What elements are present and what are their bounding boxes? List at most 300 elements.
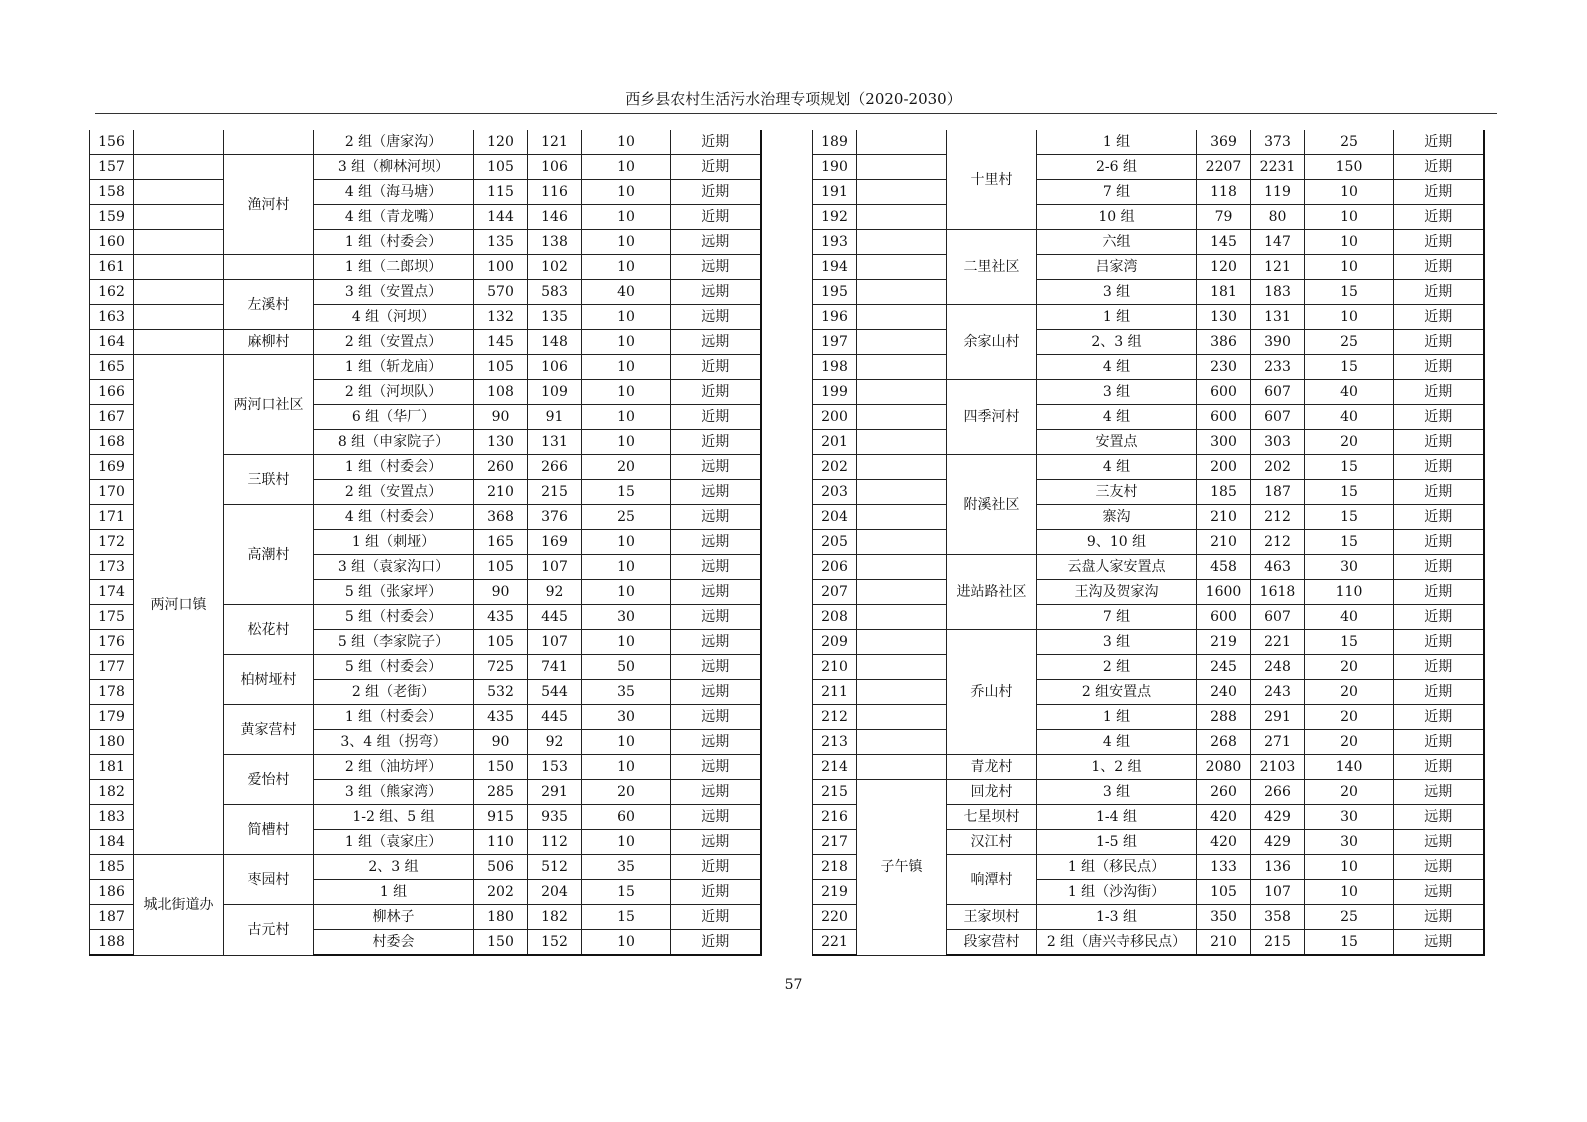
township-cell [857, 180, 947, 205]
capacity-cell: 140 [1305, 755, 1394, 780]
capacity-cell: 10 [582, 530, 671, 555]
table-row [90, 305, 761, 330]
right-data-table [812, 130, 1485, 956]
capacity-cell: 25 [1305, 330, 1394, 355]
table-row [813, 230, 1484, 255]
row-number-cell: 168 [90, 430, 134, 455]
group-location-cell: 安置点 [1037, 430, 1197, 455]
value-a-cell: 105 [474, 155, 528, 180]
table-row [813, 380, 1484, 405]
value-a-cell: 1600 [1197, 580, 1251, 605]
capacity-cell: 20 [582, 455, 671, 480]
capacity-cell: 10 [582, 205, 671, 230]
value-a-cell: 260 [1197, 780, 1251, 805]
value-a-cell: 260 [474, 455, 528, 480]
row-number-cell: 181 [90, 755, 134, 780]
capacity-cell: 20 [1305, 655, 1394, 680]
row-number-cell: 166 [90, 380, 134, 405]
township-cell [857, 255, 947, 280]
row-number-cell: 164 [90, 330, 134, 355]
group-location-cell: 7 组 [1037, 605, 1197, 630]
phase-cell: 近期 [1394, 630, 1484, 655]
phase-cell: 远期 [671, 605, 761, 630]
group-location-cell: 2 组安置点 [1037, 680, 1197, 705]
row-number-cell: 211 [813, 680, 857, 705]
value-b-cell: 390 [1251, 330, 1305, 355]
village-cell: 汉江村 [947, 830, 1037, 855]
village-cell: 段家营村 [947, 930, 1037, 956]
group-location-cell: 5 组（村委会） [314, 605, 474, 630]
group-location-cell: 2、3 组 [1037, 330, 1197, 355]
row-number-cell: 185 [90, 855, 134, 880]
capacity-cell: 10 [582, 255, 671, 280]
capacity-cell: 10 [582, 305, 671, 330]
value-b-cell: 607 [1251, 605, 1305, 630]
value-b-cell: 116 [528, 180, 582, 205]
value-a-cell: 2207 [1197, 155, 1251, 180]
table-row [813, 205, 1484, 230]
township-cell [857, 205, 947, 230]
capacity-cell: 10 [1305, 855, 1394, 880]
township-cell [134, 180, 224, 205]
table-row [90, 855, 761, 880]
group-location-cell: 3 组（熊家湾） [314, 780, 474, 805]
capacity-cell: 50 [582, 655, 671, 680]
value-b-cell: 106 [528, 155, 582, 180]
township-cell: 子午镇 [857, 780, 947, 956]
row-number-cell: 184 [90, 830, 134, 855]
group-location-cell: 5 组（李家院子） [314, 630, 474, 655]
group-location-cell: 2 组（河坝队） [314, 380, 474, 405]
row-number-cell: 174 [90, 580, 134, 605]
row-number-cell: 172 [90, 530, 134, 555]
township-cell [857, 705, 947, 730]
value-a-cell: 245 [1197, 655, 1251, 680]
table-row [813, 605, 1484, 630]
group-location-cell: 1 组 [314, 880, 474, 905]
value-a-cell: 120 [474, 130, 528, 155]
value-a-cell: 150 [474, 755, 528, 780]
row-number-cell: 209 [813, 630, 857, 655]
village-cell: 王家坝村 [947, 905, 1037, 930]
capacity-cell: 10 [582, 155, 671, 180]
capacity-cell: 20 [1305, 705, 1394, 730]
village-cell [224, 130, 314, 155]
phase-cell: 近期 [1394, 155, 1484, 180]
row-number-cell: 201 [813, 430, 857, 455]
table-row [90, 355, 761, 380]
group-location-cell: 柳林子 [314, 905, 474, 930]
value-a-cell: 369 [1197, 130, 1251, 155]
capacity-cell: 10 [582, 755, 671, 780]
value-b-cell: 131 [1251, 305, 1305, 330]
phase-cell: 远期 [671, 655, 761, 680]
value-b-cell: 107 [528, 555, 582, 580]
row-number-cell: 196 [813, 305, 857, 330]
row-number-cell: 208 [813, 605, 857, 630]
group-location-cell: 1、2 组 [1037, 755, 1197, 780]
table-row [90, 180, 761, 205]
value-b-cell: 358 [1251, 905, 1305, 930]
township-cell: 两河口镇 [134, 355, 224, 855]
group-location-cell: 1 组（村委会） [314, 705, 474, 730]
value-a-cell: 135 [474, 230, 528, 255]
capacity-cell: 110 [1305, 580, 1394, 605]
group-location-cell: 六组 [1037, 230, 1197, 255]
group-location-cell: 3 组（安置点） [314, 280, 474, 305]
phase-cell: 近期 [1394, 330, 1484, 355]
group-location-cell: 1-3 组 [1037, 905, 1197, 930]
value-a-cell: 532 [474, 680, 528, 705]
value-a-cell: 108 [474, 380, 528, 405]
village-cell: 古元村 [224, 905, 314, 956]
village-cell: 四季河村 [947, 380, 1037, 455]
capacity-cell: 150 [1305, 155, 1394, 180]
capacity-cell: 10 [582, 130, 671, 155]
group-location-cell: 4 组 [1037, 730, 1197, 755]
row-number-cell: 221 [813, 930, 857, 956]
value-a-cell: 180 [474, 905, 528, 930]
value-b-cell: 243 [1251, 680, 1305, 705]
village-cell: 麻柳村 [224, 330, 314, 355]
township-cell [857, 330, 947, 355]
value-b-cell: 233 [1251, 355, 1305, 380]
value-b-cell: 152 [528, 930, 582, 956]
value-b-cell: 2103 [1251, 755, 1305, 780]
phase-cell: 近期 [1394, 380, 1484, 405]
village-cell: 简槽村 [224, 805, 314, 855]
township-cell [857, 680, 947, 705]
village-cell: 余家山村 [947, 305, 1037, 380]
phase-cell: 近期 [1394, 530, 1484, 555]
capacity-cell: 25 [1305, 905, 1394, 930]
value-a-cell: 210 [1197, 505, 1251, 530]
value-a-cell: 150 [474, 930, 528, 956]
capacity-cell: 40 [582, 280, 671, 305]
table-row [813, 630, 1484, 655]
capacity-cell: 10 [582, 330, 671, 355]
phase-cell: 近期 [1394, 280, 1484, 305]
group-location-cell: 5 组（村委会） [314, 655, 474, 680]
capacity-cell: 10 [582, 730, 671, 755]
phase-cell: 远期 [671, 680, 761, 705]
phase-cell: 远期 [671, 805, 761, 830]
group-location-cell: 1-4 组 [1037, 805, 1197, 830]
row-number-cell: 183 [90, 805, 134, 830]
value-a-cell: 110 [474, 830, 528, 855]
phase-cell: 近期 [1394, 480, 1484, 505]
capacity-cell: 15 [1305, 480, 1394, 505]
phase-cell: 近期 [671, 930, 761, 956]
phase-cell: 近期 [671, 180, 761, 205]
table-row [90, 205, 761, 230]
capacity-cell: 10 [582, 580, 671, 605]
capacity-cell: 15 [1305, 280, 1394, 305]
group-location-cell: 7 组 [1037, 180, 1197, 205]
capacity-cell: 20 [582, 780, 671, 805]
village-cell: 青龙村 [947, 755, 1037, 780]
group-location-cell: 5 组（张家坪） [314, 580, 474, 605]
capacity-cell: 20 [1305, 730, 1394, 755]
value-b-cell: 148 [528, 330, 582, 355]
capacity-cell: 30 [1305, 830, 1394, 855]
value-a-cell: 386 [1197, 330, 1251, 355]
phase-cell: 近期 [671, 880, 761, 905]
value-a-cell: 435 [474, 605, 528, 630]
phase-cell: 近期 [671, 855, 761, 880]
village-cell: 松花村 [224, 605, 314, 655]
row-number-cell: 162 [90, 280, 134, 305]
group-location-cell: 3 组 [1037, 380, 1197, 405]
township-cell [857, 130, 947, 155]
value-b-cell: 121 [1251, 255, 1305, 280]
value-a-cell: 350 [1197, 905, 1251, 930]
value-b-cell: 109 [528, 380, 582, 405]
group-location-cell: 4 组 [1037, 405, 1197, 430]
capacity-cell: 10 [582, 555, 671, 580]
table-row [90, 330, 761, 355]
village-cell: 乔山村 [947, 630, 1037, 755]
value-a-cell: 144 [474, 205, 528, 230]
group-location-cell: 3 组（柳林河坝） [314, 155, 474, 180]
group-location-cell: 1 组 [1037, 130, 1197, 155]
township-cell [857, 480, 947, 505]
value-b-cell: 741 [528, 655, 582, 680]
capacity-cell: 30 [1305, 805, 1394, 830]
capacity-cell: 10 [582, 405, 671, 430]
row-number-cell: 215 [813, 780, 857, 805]
capacity-cell: 15 [1305, 455, 1394, 480]
value-a-cell: 600 [1197, 605, 1251, 630]
row-number-cell: 175 [90, 605, 134, 630]
value-b-cell: 1618 [1251, 580, 1305, 605]
capacity-cell: 40 [1305, 605, 1394, 630]
phase-cell: 近期 [1394, 755, 1484, 780]
value-b-cell: 91 [528, 405, 582, 430]
capacity-cell: 10 [582, 930, 671, 956]
phase-cell: 近期 [1394, 355, 1484, 380]
value-b-cell: 271 [1251, 730, 1305, 755]
village-cell: 三联村 [224, 455, 314, 505]
capacity-cell: 10 [582, 355, 671, 380]
capacity-cell: 10 [1305, 255, 1394, 280]
phase-cell: 近期 [671, 155, 761, 180]
row-number-cell: 182 [90, 780, 134, 805]
group-location-cell: 1 组 [1037, 705, 1197, 730]
village-cell: 爱怡村 [224, 755, 314, 805]
phase-cell: 远期 [671, 555, 761, 580]
township-cell [857, 380, 947, 405]
table-row [90, 255, 761, 280]
capacity-cell: 30 [582, 605, 671, 630]
phase-cell: 近期 [1394, 605, 1484, 630]
row-number-cell: 192 [813, 205, 857, 230]
phase-cell: 近期 [1394, 405, 1484, 430]
village-cell [224, 255, 314, 280]
value-a-cell: 202 [474, 880, 528, 905]
value-b-cell: 215 [1251, 930, 1305, 956]
township-cell [857, 605, 947, 630]
group-location-cell: 1 组（移民点） [1037, 855, 1197, 880]
township-cell [857, 305, 947, 330]
phase-cell: 近期 [1394, 705, 1484, 730]
value-b-cell: 221 [1251, 630, 1305, 655]
phase-cell: 近期 [671, 130, 761, 155]
row-number-cell: 199 [813, 380, 857, 405]
phase-cell: 远期 [671, 255, 761, 280]
township-cell [857, 505, 947, 530]
table-row [813, 480, 1484, 505]
row-number-cell: 167 [90, 405, 134, 430]
capacity-cell: 15 [582, 905, 671, 930]
row-number-cell: 202 [813, 455, 857, 480]
value-b-cell: 135 [528, 305, 582, 330]
capacity-cell: 15 [1305, 505, 1394, 530]
row-number-cell: 173 [90, 555, 134, 580]
group-location-cell: 6 组（华厂） [314, 405, 474, 430]
township-cell [857, 530, 947, 555]
phase-cell: 远期 [671, 505, 761, 530]
value-b-cell: 429 [1251, 830, 1305, 855]
phase-cell: 远期 [671, 630, 761, 655]
table-row [813, 130, 1484, 155]
value-a-cell: 420 [1197, 830, 1251, 855]
phase-cell: 远期 [671, 455, 761, 480]
group-location-cell: 10 组 [1037, 205, 1197, 230]
village-cell: 回龙村 [947, 780, 1037, 805]
group-location-cell: 吕家湾 [1037, 255, 1197, 280]
group-location-cell: 1 组（村委会） [314, 230, 474, 255]
township-cell [134, 330, 224, 355]
table-row [813, 405, 1484, 430]
group-location-cell: 4 组（河坝） [314, 305, 474, 330]
village-cell: 二里社区 [947, 230, 1037, 305]
value-a-cell: 368 [474, 505, 528, 530]
value-a-cell: 90 [474, 730, 528, 755]
value-a-cell: 725 [474, 655, 528, 680]
capacity-cell: 35 [582, 855, 671, 880]
phase-cell: 远期 [671, 755, 761, 780]
phase-cell: 近期 [1394, 180, 1484, 205]
phase-cell: 远期 [1394, 855, 1484, 880]
village-cell: 黄家营村 [224, 705, 314, 755]
table-row [90, 280, 761, 305]
value-b-cell: 183 [1251, 280, 1305, 305]
group-location-cell: 1 组（二郎坝） [314, 255, 474, 280]
row-number-cell: 161 [90, 255, 134, 280]
township-cell [857, 405, 947, 430]
value-a-cell: 145 [1197, 230, 1251, 255]
value-a-cell: 105 [474, 630, 528, 655]
value-b-cell: 303 [1251, 430, 1305, 455]
village-cell: 附溪社区 [947, 455, 1037, 555]
table-row [813, 455, 1484, 480]
value-a-cell: 133 [1197, 855, 1251, 880]
row-number-cell: 220 [813, 905, 857, 930]
value-b-cell: 2231 [1251, 155, 1305, 180]
group-location-cell: 3 组 [1037, 780, 1197, 805]
phase-cell: 远期 [671, 230, 761, 255]
village-cell: 柏树垭村 [224, 655, 314, 705]
table-row [813, 505, 1484, 530]
row-number-cell: 159 [90, 205, 134, 230]
township-cell [857, 355, 947, 380]
township-cell [857, 580, 947, 605]
row-number-cell: 191 [813, 180, 857, 205]
row-number-cell: 193 [813, 230, 857, 255]
value-b-cell: 544 [528, 680, 582, 705]
village-cell: 渔河村 [224, 155, 314, 255]
phase-cell: 远期 [671, 780, 761, 805]
capacity-cell: 15 [1305, 630, 1394, 655]
township-cell [857, 455, 947, 480]
value-a-cell: 130 [1197, 305, 1251, 330]
capacity-cell: 40 [1305, 380, 1394, 405]
row-number-cell: 157 [90, 155, 134, 180]
phase-cell: 远期 [671, 480, 761, 505]
phase-cell: 近期 [671, 380, 761, 405]
value-b-cell: 445 [528, 605, 582, 630]
table-row [813, 780, 1484, 805]
value-a-cell: 115 [474, 180, 528, 205]
capacity-cell: 25 [1305, 130, 1394, 155]
phase-cell: 近期 [1394, 455, 1484, 480]
document-header-title: 西乡县农村生活污水治理专项规划（2020-2030） [625, 90, 962, 108]
group-location-cell: 1 组（沙沟街） [1037, 880, 1197, 905]
phase-cell: 远期 [671, 705, 761, 730]
group-location-cell: 2 组（唐家沟） [314, 130, 474, 155]
value-a-cell: 200 [1197, 455, 1251, 480]
table-row [813, 305, 1484, 330]
group-location-cell: 3 组 [1037, 280, 1197, 305]
capacity-cell: 25 [582, 505, 671, 530]
row-number-cell: 210 [813, 655, 857, 680]
group-location-cell: 1 组（刺垭） [314, 530, 474, 555]
value-a-cell: 240 [1197, 680, 1251, 705]
row-number-cell: 217 [813, 830, 857, 855]
group-location-cell: 1 组（袁家庄） [314, 830, 474, 855]
township-cell [857, 655, 947, 680]
group-location-cell: 三友村 [1037, 480, 1197, 505]
value-b-cell: 291 [528, 780, 582, 805]
value-b-cell: 121 [528, 130, 582, 155]
phase-cell: 远期 [671, 530, 761, 555]
group-location-cell: 2 组（唐兴寺移民点） [1037, 930, 1197, 956]
value-b-cell: 187 [1251, 480, 1305, 505]
table-row [813, 330, 1484, 355]
value-b-cell: 102 [528, 255, 582, 280]
row-number-cell: 219 [813, 880, 857, 905]
group-location-cell: 云盘人家安置点 [1037, 555, 1197, 580]
value-a-cell: 181 [1197, 280, 1251, 305]
group-location-cell: 3 组 [1037, 630, 1197, 655]
township-cell [134, 205, 224, 230]
group-location-cell: 3、4 组（拐弯） [314, 730, 474, 755]
value-b-cell: 212 [1251, 505, 1305, 530]
capacity-cell: 30 [1305, 555, 1394, 580]
row-number-cell: 165 [90, 355, 134, 380]
row-number-cell: 171 [90, 505, 134, 530]
phase-cell: 近期 [671, 430, 761, 455]
row-number-cell: 200 [813, 405, 857, 430]
township-cell [857, 630, 947, 655]
village-cell: 七星坝村 [947, 805, 1037, 830]
value-b-cell: 106 [528, 355, 582, 380]
value-b-cell: 607 [1251, 380, 1305, 405]
phase-cell: 近期 [1394, 255, 1484, 280]
group-location-cell: 2 组（安置点） [314, 480, 474, 505]
value-b-cell: 131 [528, 430, 582, 455]
